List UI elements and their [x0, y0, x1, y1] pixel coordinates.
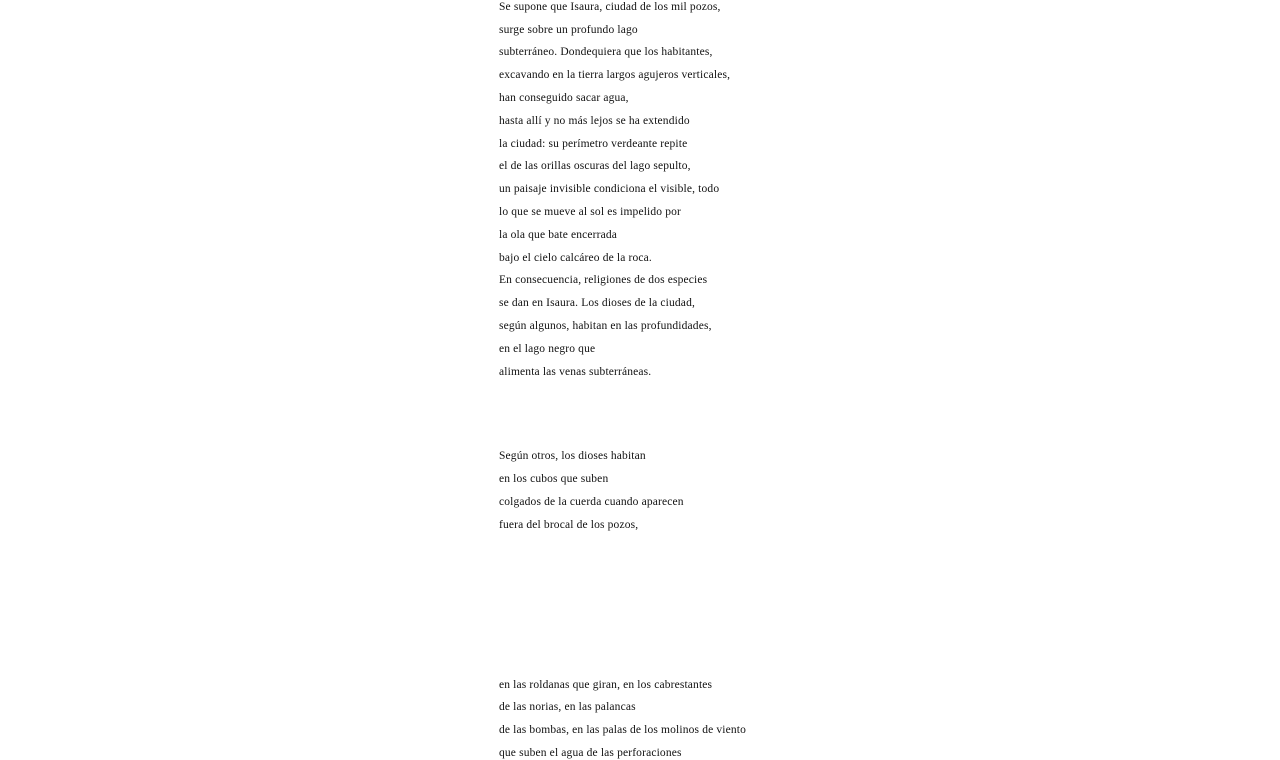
poem-line: excavando en la tierra largos agujeros verticales,: [499, 69, 731, 81]
poem-line: alimenta las venas subterráneas.: [499, 366, 652, 378]
poem-line: han conseguido sacar agua,: [499, 92, 629, 104]
poem-line: colgados de la cuerda cuando aparecen: [499, 496, 684, 508]
poem-line: en los cubos que suben: [499, 473, 609, 485]
poem-line: Según otros, los dioses habitan: [499, 450, 646, 462]
poem-line: un paisaje invisible condiciona el visible, todo: [499, 183, 720, 195]
poem-line: En consecuencia, religiones de dos especies: [499, 274, 708, 286]
poem-line: en las roldanas que giran, en los cabrestantes: [499, 679, 713, 691]
poem-line: lo que se mueve al sol es impelido por: [499, 206, 681, 218]
poem-line: bajo el cielo calcáreo de la roca.: [499, 252, 652, 264]
poem-line: el de las orillas oscuras del lago sepulto,: [499, 160, 691, 172]
poem-line: subterráneo. Dondequiera que los habitantes,: [499, 46, 713, 58]
poem-line: surge sobre un profundo lago: [499, 24, 638, 36]
poem-line: que suben el agua de las perforaciones: [499, 747, 682, 759]
poem-line: se dan en Isaura. Los dioses de la ciudad,: [499, 297, 695, 309]
poem-line: Se supone que Isaura, ciudad de los mil pozos,: [499, 1, 721, 13]
poem-line: fuera del brocal de los pozos,: [499, 519, 639, 531]
poem-line: la ciudad: su perímetro verdeante repite: [499, 138, 688, 150]
poem-line: de las bombas, en las palas de los molinos de viento: [499, 724, 747, 736]
poem-line: hasta allí y no más lejos se ha extendido: [499, 115, 690, 127]
poem-line: de las norias, en las palancas: [499, 701, 636, 713]
poem-line: según algunos, habitan en las profundidades,: [499, 320, 712, 332]
poem-line: en el lago negro que: [499, 343, 596, 355]
poem-line: la ola que bate encerrada: [499, 229, 618, 241]
